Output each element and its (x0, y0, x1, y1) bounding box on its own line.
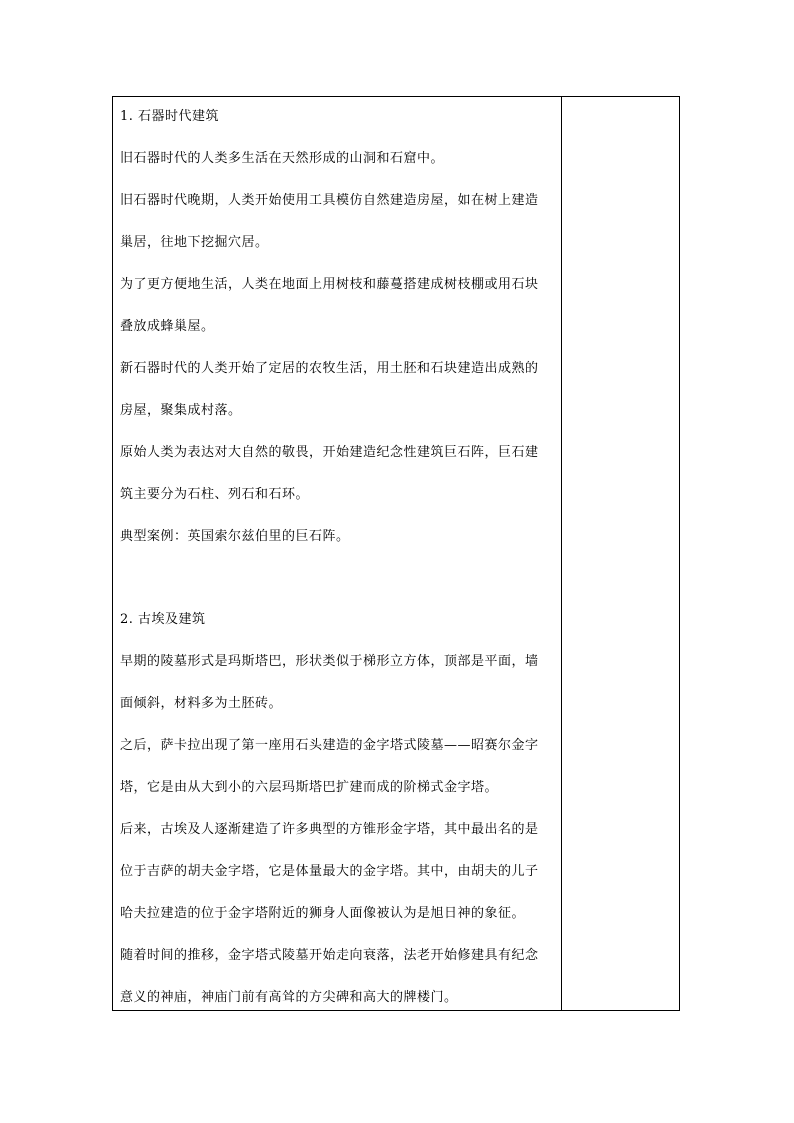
section2-line-7: 哈夫拉建造的位于金字塔附近的狮身人面像被认为是旭日神的象征。 (120, 906, 526, 921)
section2-line-3: 之后，萨卡拉出现了第一座用石头建造的金字塔式陵墓——昭赛尔金字 (120, 738, 539, 753)
section1-line-8: 原始人类为表达对大自然的敬畏，开始建造纪念性建筑巨石阵，巨石建 (120, 445, 539, 460)
section2-line-2: 面倾斜，材料多为土胚砖。 (120, 696, 283, 711)
section2-line-1: 早期的陵墓形式是玛斯塔巴，形状类似于梯形立方体，顶部是平面，墙 (120, 654, 539, 669)
section2-line-5: 后来，古埃及人逐渐建造了许多典型的方锥形金字塔，其中最出名的是 (120, 822, 539, 837)
section2-line-6: 位于吉萨的胡夫金字塔，它是体量最大的金字塔。其中，由胡夫的儿子 (120, 864, 539, 879)
section1-line-2: 旧石器时代晚期，人类开始使用工具模仿自然建造房屋，如在树上建造 (120, 193, 539, 208)
section1-line-7: 房屋，聚集成村落。 (120, 403, 242, 418)
section1-line-1: 旧石器时代的人类多生活在天然形成的山洞和石窟中。 (120, 151, 445, 166)
section2-line-8: 随着时间的推移，金字塔式陵墓开始走向衰落，法老开始修建具有纪念 (120, 948, 539, 963)
section1-line-3: 巢居，往地下挖掘穴居。 (120, 235, 269, 250)
section1-line-9: 筑主要分为石柱、列石和石环。 (120, 487, 310, 502)
main-cell (113, 97, 561, 1010)
section2-line-9: 意义的神庙，神庙门前有高耸的方尖碑和高大的牌楼门。 (120, 990, 458, 1005)
section1-line-6: 新石器时代的人类开始了定居的农牧生活，用土胚和石块建造出成熟的 (120, 361, 539, 376)
section2-line-4: 塔，它是由从大到小的六层玛斯塔巴扩建而成的阶梯式金字塔。 (120, 780, 499, 795)
section1-line-10: 典型案例：英国索尔兹伯里的巨石阵。 (120, 529, 350, 544)
section2-heading: 2. 古埃及建筑 (120, 612, 206, 627)
section1-heading: 1. 石器时代建筑 (120, 109, 220, 124)
section1-line-5: 叠放成蜂巢屋。 (120, 319, 215, 334)
section1-line-4: 为了更方便地生活，人类在地面上用树枝和藤蔓搭建成树枝棚或用石块 (120, 277, 539, 292)
side-cell (562, 97, 679, 1010)
content-table (112, 96, 680, 1011)
